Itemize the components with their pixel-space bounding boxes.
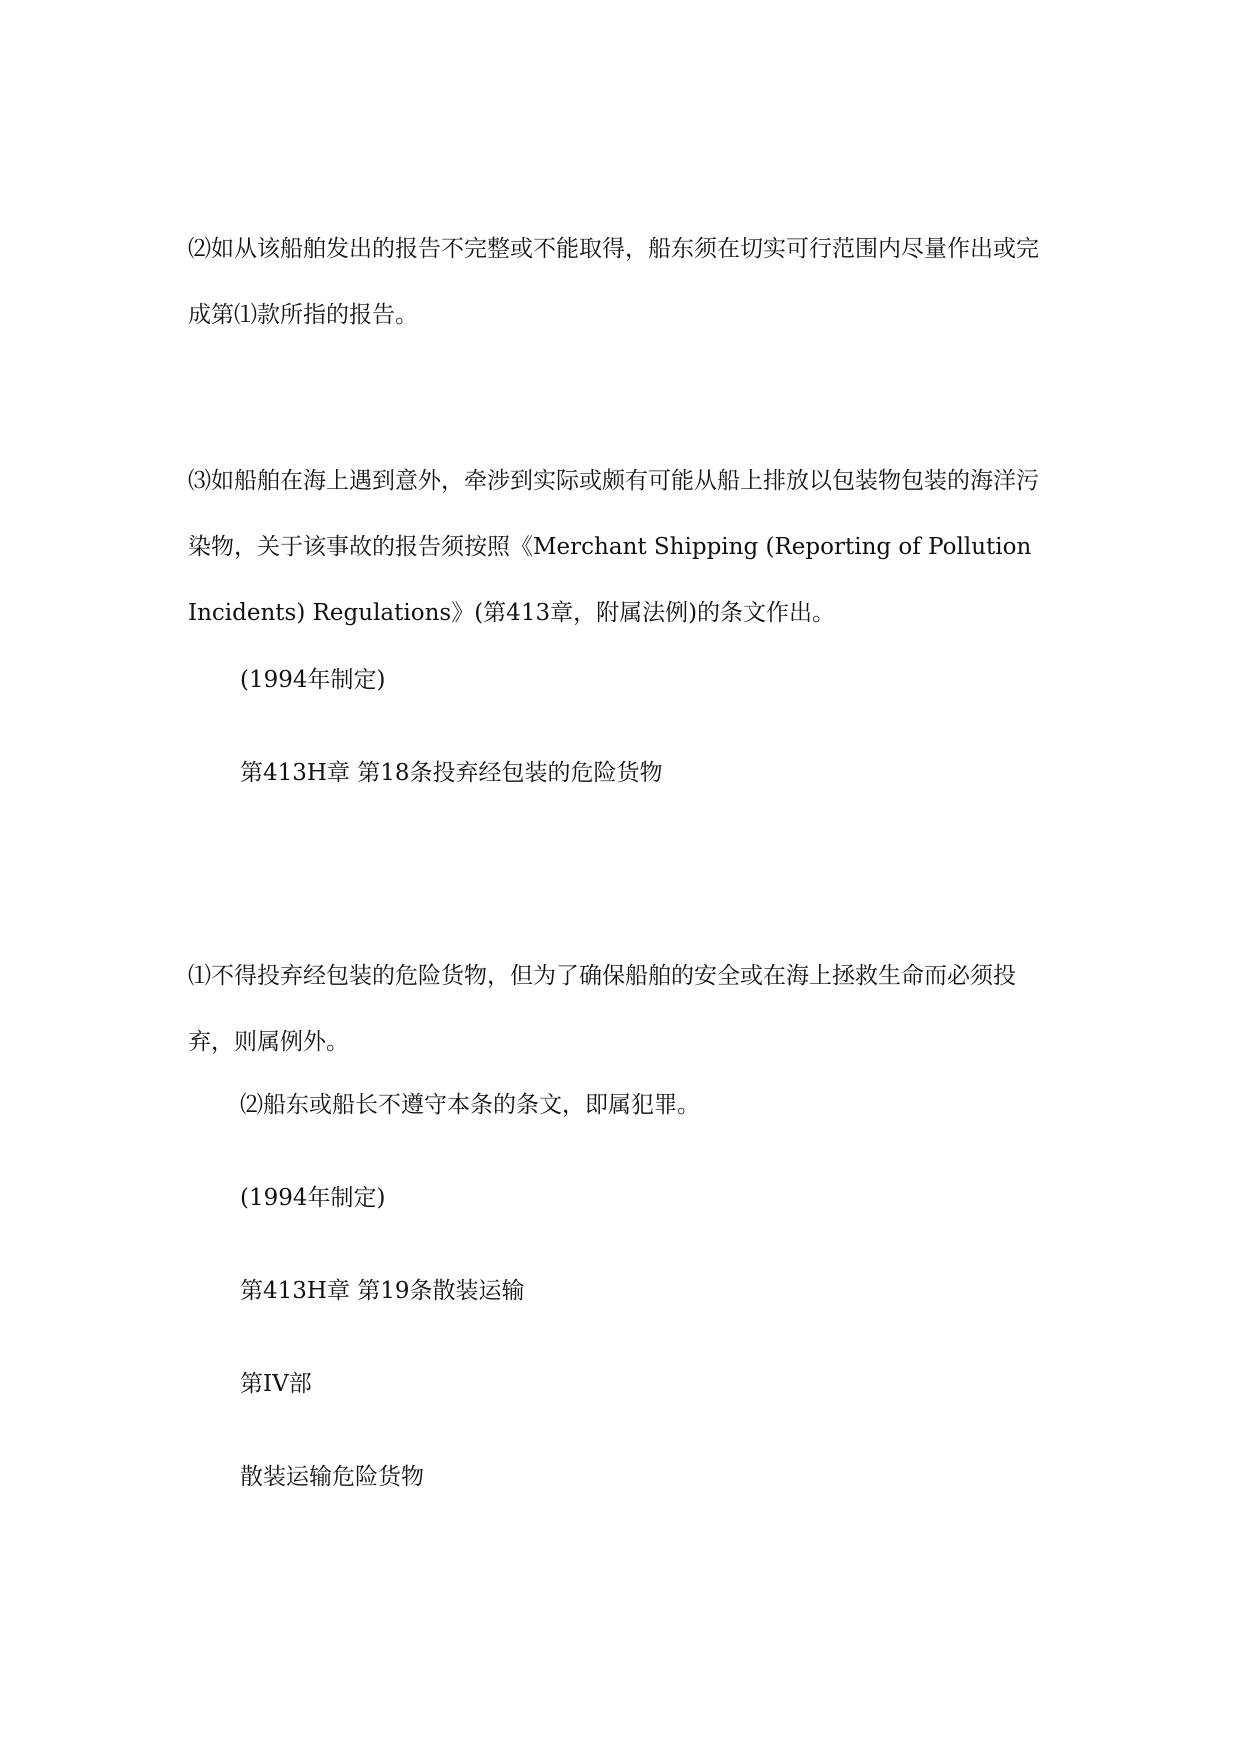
paragraph-3-marine-pollutant-report: ⑶如船舶在海上遇到意外，牵涉到实际或颇有可能从船上排放以包装物包装的海洋污染物，关于该事故的报告须按照《Merchant Shipping (Reporting of Pollution Incidents) Regulations》(第413章，附属法例)的条文作出。 (188, 468, 1039, 626)
paragraph-1-jettison: ⑴不得投弃经包装的危险货物，但为了确保船舶的安全或在海上拯救生命而必须投弃，则属例外。 (188, 963, 1016, 1055)
section-heading-19: 第413H章 第19条散装运输 (240, 1278, 525, 1304)
enactment-note-2: (1994年制定) (240, 1185, 386, 1211)
part-heading: 第IV部 (240, 1371, 312, 1397)
section-heading-18: 第413H章 第18条投弃经包装的危险货物 (240, 760, 663, 786)
part-title: 散装运输危险货物 (240, 1464, 424, 1490)
enactment-note-1: (1994年制定) (240, 667, 386, 693)
paragraph-2-report-incomplete: ⑵如从该船舶发出的报告不完整或不能取得，船东须在切实可行范围内尽量作出或完成第⑴款所指的报告。 (188, 236, 1039, 328)
paragraph-2-offence: ⑵船东或船长不遵守本条的条文，即属犯罪。 (240, 1092, 700, 1118)
